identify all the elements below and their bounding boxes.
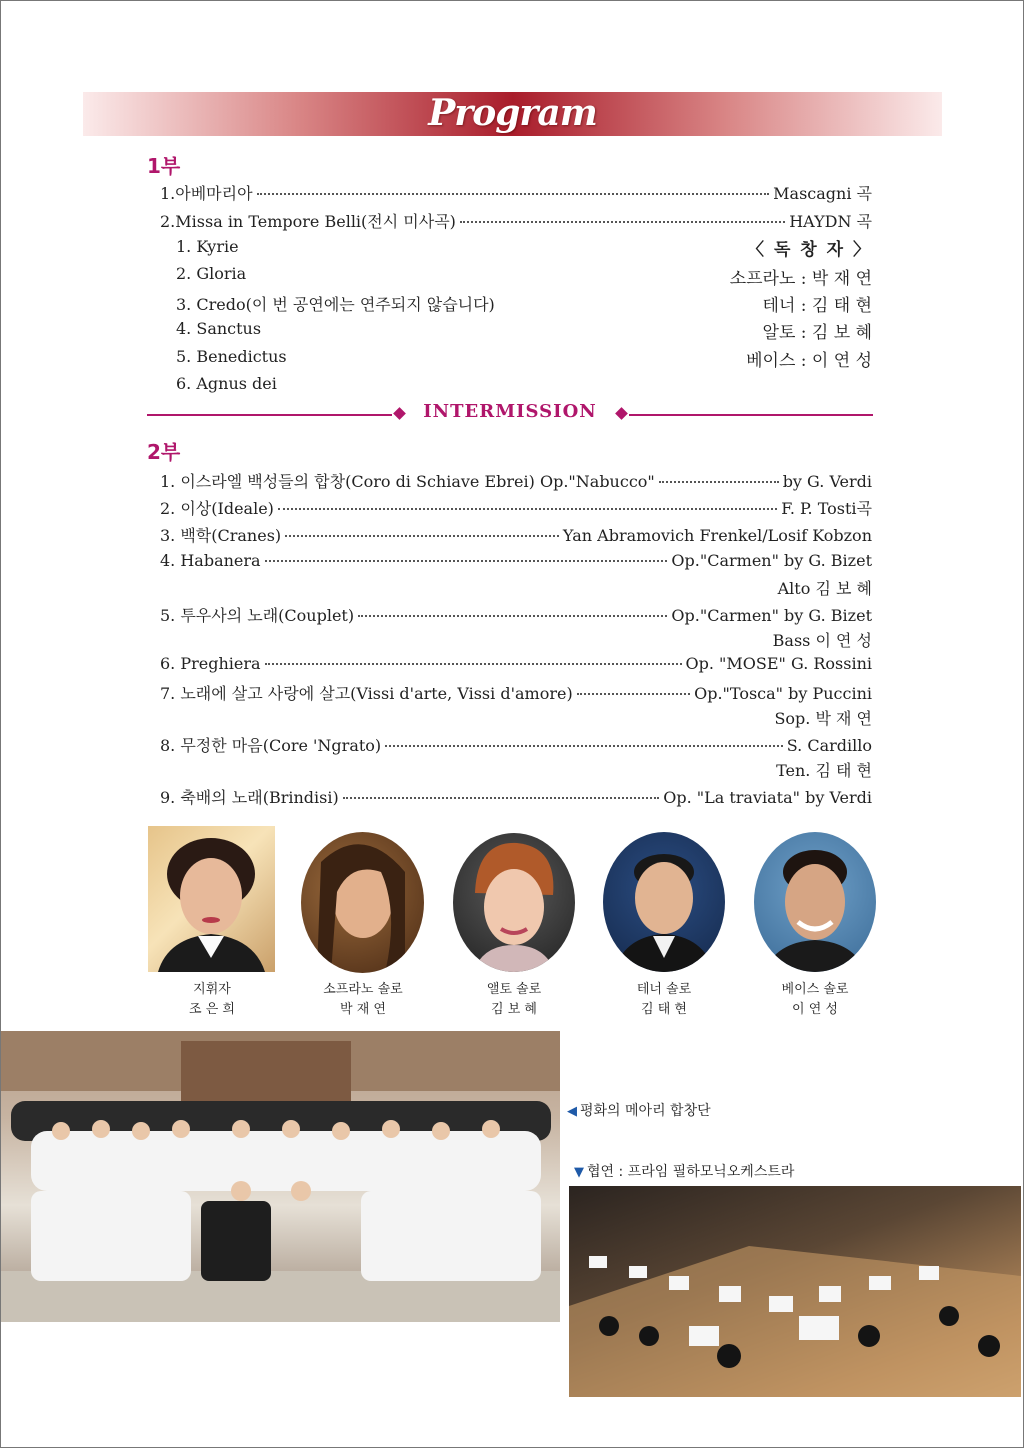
soloist: 소프라노 : 박 재 연 xyxy=(729,269,872,289)
item-credit: Op."Carmen" by G. Bizet xyxy=(671,606,872,625)
item-title: 7. 노래에 살고 사랑에 살고(Vissi d'arte, Vissi d'amore) xyxy=(160,684,573,703)
item-credit: Op. "La traviata" by Verdi xyxy=(663,788,872,807)
item-title: 5. 투우사의 노래(Couplet) xyxy=(160,606,355,625)
item-credit: by G. Verdi xyxy=(782,472,872,491)
dot-leader xyxy=(460,221,785,223)
program-item xyxy=(160,523,872,547)
dot-leader xyxy=(358,615,667,617)
item-credit: HAYDN 곡 xyxy=(789,212,872,231)
intermission-label: INTERMISSION xyxy=(423,401,597,422)
program-item xyxy=(160,181,872,205)
orchestra-caption-text: 협연 : 프라임 필하모닉오케스트라 xyxy=(587,1164,795,1180)
item-performer: Alto 김 보 혜 xyxy=(777,579,872,598)
dot-leader xyxy=(343,797,659,799)
portrait-role: 지휘자 xyxy=(193,982,231,997)
item-title: 8. 무정한 마음(Core 'Ngrato) xyxy=(160,736,382,755)
portrait-name: 조 은 희 xyxy=(189,1002,235,1017)
dot-leader xyxy=(265,560,668,562)
choir-photo xyxy=(1,1031,560,1322)
item-credit: Mascagni 곡 xyxy=(773,184,872,203)
item-title: 3. 백학(Cranes) xyxy=(160,526,282,545)
program-item xyxy=(160,209,872,233)
alto-portrait xyxy=(453,833,575,972)
soprano-portrait xyxy=(301,832,424,973)
item-performer: Sop. 박 재 연 xyxy=(774,709,872,728)
choir-caption-text: 평화의 메아리 합창단 xyxy=(580,1103,711,1119)
item-credit: F. P. Tosti곡 xyxy=(781,499,872,518)
program-banner xyxy=(83,92,942,136)
tenor-portrait xyxy=(603,832,725,972)
portrait-name: 김 태 현 xyxy=(641,1002,687,1017)
soloist: 베이스 : 이 연 성 xyxy=(746,351,872,371)
item-credit: Op."Carmen" by G. Bizet xyxy=(671,551,872,570)
item-title: 4. Habanera xyxy=(160,551,261,570)
item-title: 2.Missa in Tempore Belli(전시 미사곡) xyxy=(160,212,456,231)
item-title: 1. 이스라엘 백성들의 합창(Coro di Schiave Ebrei) Op."Nabucco" xyxy=(160,472,655,491)
triangle-down-icon: ▼ xyxy=(574,1165,584,1180)
dot-leader xyxy=(659,481,779,483)
movement-title: 4. Sanctus xyxy=(176,319,262,338)
portrait-role: 베이스 솔로 xyxy=(781,982,849,997)
choir-caption xyxy=(567,1100,711,1120)
portrait-caption xyxy=(439,980,589,1020)
dot-leader xyxy=(385,745,783,747)
item-title: 6. Preghiera xyxy=(160,654,261,673)
program-item xyxy=(160,603,872,627)
portrait-caption xyxy=(137,980,287,1020)
part2-heading: 2부 xyxy=(147,440,181,464)
portrait-caption xyxy=(740,980,890,1020)
movement-item xyxy=(176,374,872,398)
soloists-heading: 〈 독 창 자 〉 xyxy=(747,240,872,260)
portrait-name: 김 보 혜 xyxy=(491,1002,537,1017)
program-item xyxy=(160,681,872,705)
conductor-portrait xyxy=(148,826,275,972)
bass-portrait xyxy=(754,832,876,972)
portrait-caption xyxy=(288,980,438,1020)
portrait-role: 소프라노 솔로 xyxy=(323,982,403,997)
divider-line xyxy=(629,414,873,416)
item-title: 9. 축배의 노래(Brindisi) xyxy=(160,788,339,807)
item-credit: Yan Abramovich Frenkel/Losif Kobzon xyxy=(562,526,872,545)
portrait-caption xyxy=(589,980,739,1020)
program-item xyxy=(160,654,872,678)
program-item xyxy=(160,551,872,575)
portrait-role: 앨토 솔로 xyxy=(486,982,542,997)
orchestra-photo xyxy=(569,1186,1021,1397)
item-title: 2. 이상(Ideale) xyxy=(160,499,274,518)
item-credit: Op. "MOSE" G. Rossini xyxy=(685,654,872,673)
program-item xyxy=(160,469,872,493)
orchestra-caption xyxy=(574,1161,794,1181)
item-credit: Op."Tosca" by Puccini xyxy=(694,684,872,703)
intermission-divider xyxy=(147,401,873,427)
dot-leader xyxy=(278,508,777,510)
part1-heading: 1부 xyxy=(147,154,181,178)
dot-leader xyxy=(257,193,770,195)
movement-title: 5. Benedictus xyxy=(176,347,287,366)
movement-title: 1. Kyrie xyxy=(176,237,239,256)
soloist: 테너 : 김 태 현 xyxy=(762,296,872,316)
soloist: 알토 : 김 보 혜 xyxy=(762,323,872,343)
program-item xyxy=(160,496,872,520)
dot-leader xyxy=(265,663,682,665)
triangle-left-icon: ◀ xyxy=(567,1104,577,1119)
item-performer: Bass 이 연 성 xyxy=(772,631,872,650)
dot-leader xyxy=(577,693,690,695)
program-item xyxy=(160,785,872,809)
movement-title: 6. Agnus dei xyxy=(176,374,277,393)
portrait-name: 박 재 연 xyxy=(340,1002,386,1017)
program-item xyxy=(160,733,872,757)
item-credit: S. Cardillo xyxy=(786,736,872,755)
item-performer: Ten. 김 태 현 xyxy=(776,761,872,780)
movement-title: 3. Credo(이 번 공연에는 연주되지 않습니다) xyxy=(176,295,495,314)
portrait-name: 이 연 성 xyxy=(792,1002,838,1017)
portrait-role: 테너 솔로 xyxy=(636,982,692,997)
movement-title: 2. Gloria xyxy=(176,264,247,283)
item-title: 1.아베마리아 xyxy=(160,184,253,203)
program-title: Program xyxy=(428,92,597,134)
dot-leader xyxy=(285,535,559,537)
